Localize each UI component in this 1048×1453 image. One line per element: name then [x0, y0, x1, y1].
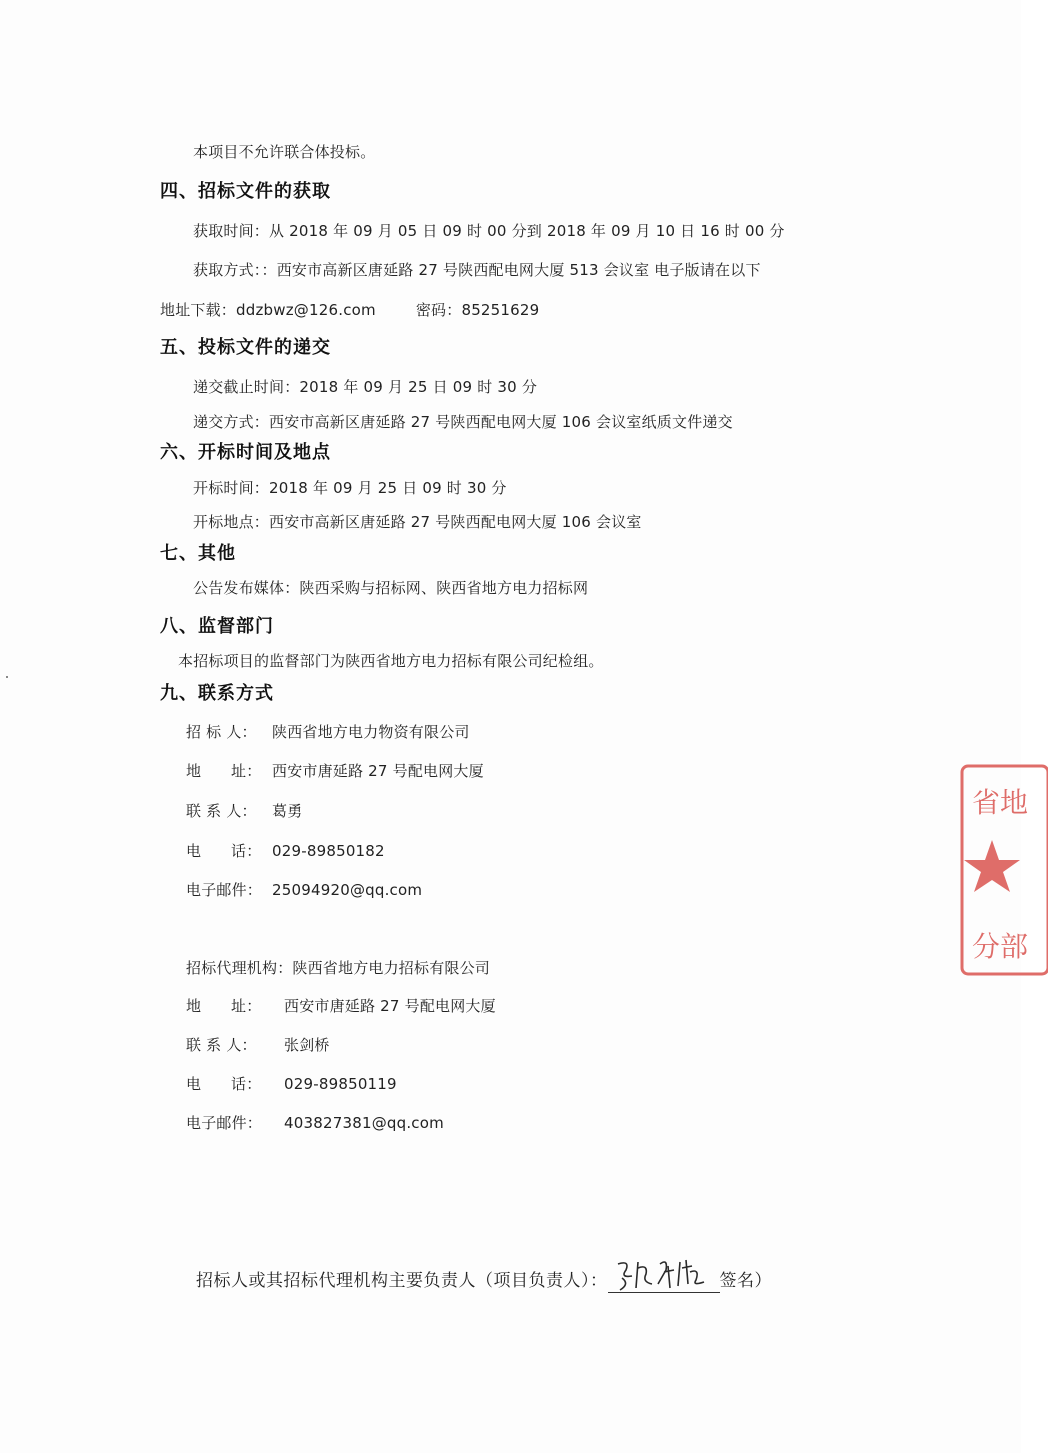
- tenderer-address-row: [186, 761, 484, 781]
- tenderer-contact-label: 联 系 人：: [186, 802, 257, 820]
- section-heading-7: 七、其他: [160, 543, 236, 564]
- scan-artifact: [6, 676, 8, 678]
- seal-star-icon: [964, 840, 1020, 892]
- agency-name-row: [186, 958, 490, 978]
- submit-method-line: 递交方式：西安市高新区唐延路 27 号陕西配电网大厦 106 会议室纸质文件递交: [193, 413, 733, 431]
- section-heading-4: 四、招标文件的获取: [160, 181, 331, 202]
- download-password: 密码：85251629: [415, 301, 540, 319]
- agency-contact-row: [186, 1035, 330, 1055]
- download-email-link[interactable]: ddzbwz@126.com: [236, 301, 376, 319]
- tenderer-phone-label: 电 话：: [186, 842, 262, 860]
- submit-deadline-line: 递交截止时间：2018 年 09 月 25 日 09 时 30 分: [193, 378, 538, 396]
- obtain-method-line: 获取方式：：西安市高新区唐延路 27 号陕西配电网大厦 513 会议室 电子版请在以下: [193, 261, 761, 279]
- signature-prefix: 招标人或其招标代理机构主要负责人（项目负责人）：: [196, 1271, 608, 1291]
- agency-phone-row: [186, 1074, 397, 1094]
- handwritten-signature: [608, 1254, 728, 1294]
- download-line: [160, 300, 539, 320]
- agency-name: 陕西省地方电力招标有限公司: [292, 959, 491, 977]
- tenderer-name: 陕西省地方电力物资有限公司: [272, 723, 470, 741]
- tenderer-email-label: 电子邮件：: [186, 881, 263, 899]
- agency-email-row: [186, 1113, 444, 1133]
- agency-email-label: 电子邮件：: [186, 1114, 263, 1132]
- tenderer-address-label: 地 址：: [186, 762, 262, 780]
- agency-address-label: 地 址：: [186, 997, 262, 1015]
- section-heading-9: 九、联系方式: [160, 683, 274, 704]
- agency-name-label: 招标代理机构：: [186, 959, 293, 977]
- tenderer-phone: 029-89850182: [272, 842, 385, 860]
- agency-phone: 029-89850119: [284, 1075, 397, 1093]
- agency-address-row: [186, 996, 496, 1016]
- tenderer-contact-row: [186, 801, 302, 821]
- tenderer-name-label: 招 标 人：: [186, 723, 257, 741]
- supervision-line: 本招标项目的监督部门为陕西省地方电力招标有限公司纪检组。: [178, 652, 604, 670]
- agency-contact: 张剑桥: [284, 1036, 330, 1054]
- agency-email-link[interactable]: 403827381@qq.com: [284, 1114, 444, 1132]
- agency-address: 西安市唐延路 27 号配电网大厦: [284, 997, 496, 1015]
- section-heading-6: 六、开标时间及地点: [160, 442, 331, 463]
- seal-text-top: 省地: [972, 786, 1029, 819]
- signature-suffix: 签名）: [719, 1271, 772, 1291]
- tenderer-email-link[interactable]: 25094920@qq.com: [272, 881, 423, 899]
- signature-field: [608, 1268, 720, 1293]
- tenderer-contact: 葛勇: [272, 802, 303, 820]
- opening-time-line: 开标时间：2018 年 09 月 25 日 09 时 30 分: [193, 479, 507, 497]
- seal-text-bottom: 分部: [972, 930, 1029, 963]
- publish-media-line: 公告发布媒体：陕西采购与招标网、陕西省地方电力招标网: [193, 579, 589, 597]
- opening-place-line: 开标地点：西安市高新区唐延路 27 号陕西配电网大厦 106 会议室: [193, 513, 642, 531]
- signature-line: [196, 1268, 772, 1293]
- tenderer-email-row: [186, 880, 422, 900]
- section-heading-5: 五、投标文件的递交: [160, 337, 331, 358]
- tenderer-name-row: [186, 722, 470, 742]
- obtain-time-line: 获取时间：从 2018 年 09 月 05 日 09 时 00 分到 2018 年 09 月 10 日 16 时 00 分: [193, 222, 785, 240]
- agency-contact-label: 联 系 人：: [186, 1036, 257, 1054]
- download-label: 地址下载：: [160, 301, 237, 319]
- tenderer-address: 西安市唐延路 27 号配电网大厦: [272, 762, 484, 780]
- company-seal: [958, 760, 1048, 980]
- agency-phone-label: 电 话：: [186, 1075, 262, 1093]
- tenderer-phone-row: [186, 841, 385, 861]
- section-heading-8: 八、监督部门: [160, 616, 274, 637]
- no-joint-bid-line: 本项目不允许联合体投标。: [193, 143, 376, 161]
